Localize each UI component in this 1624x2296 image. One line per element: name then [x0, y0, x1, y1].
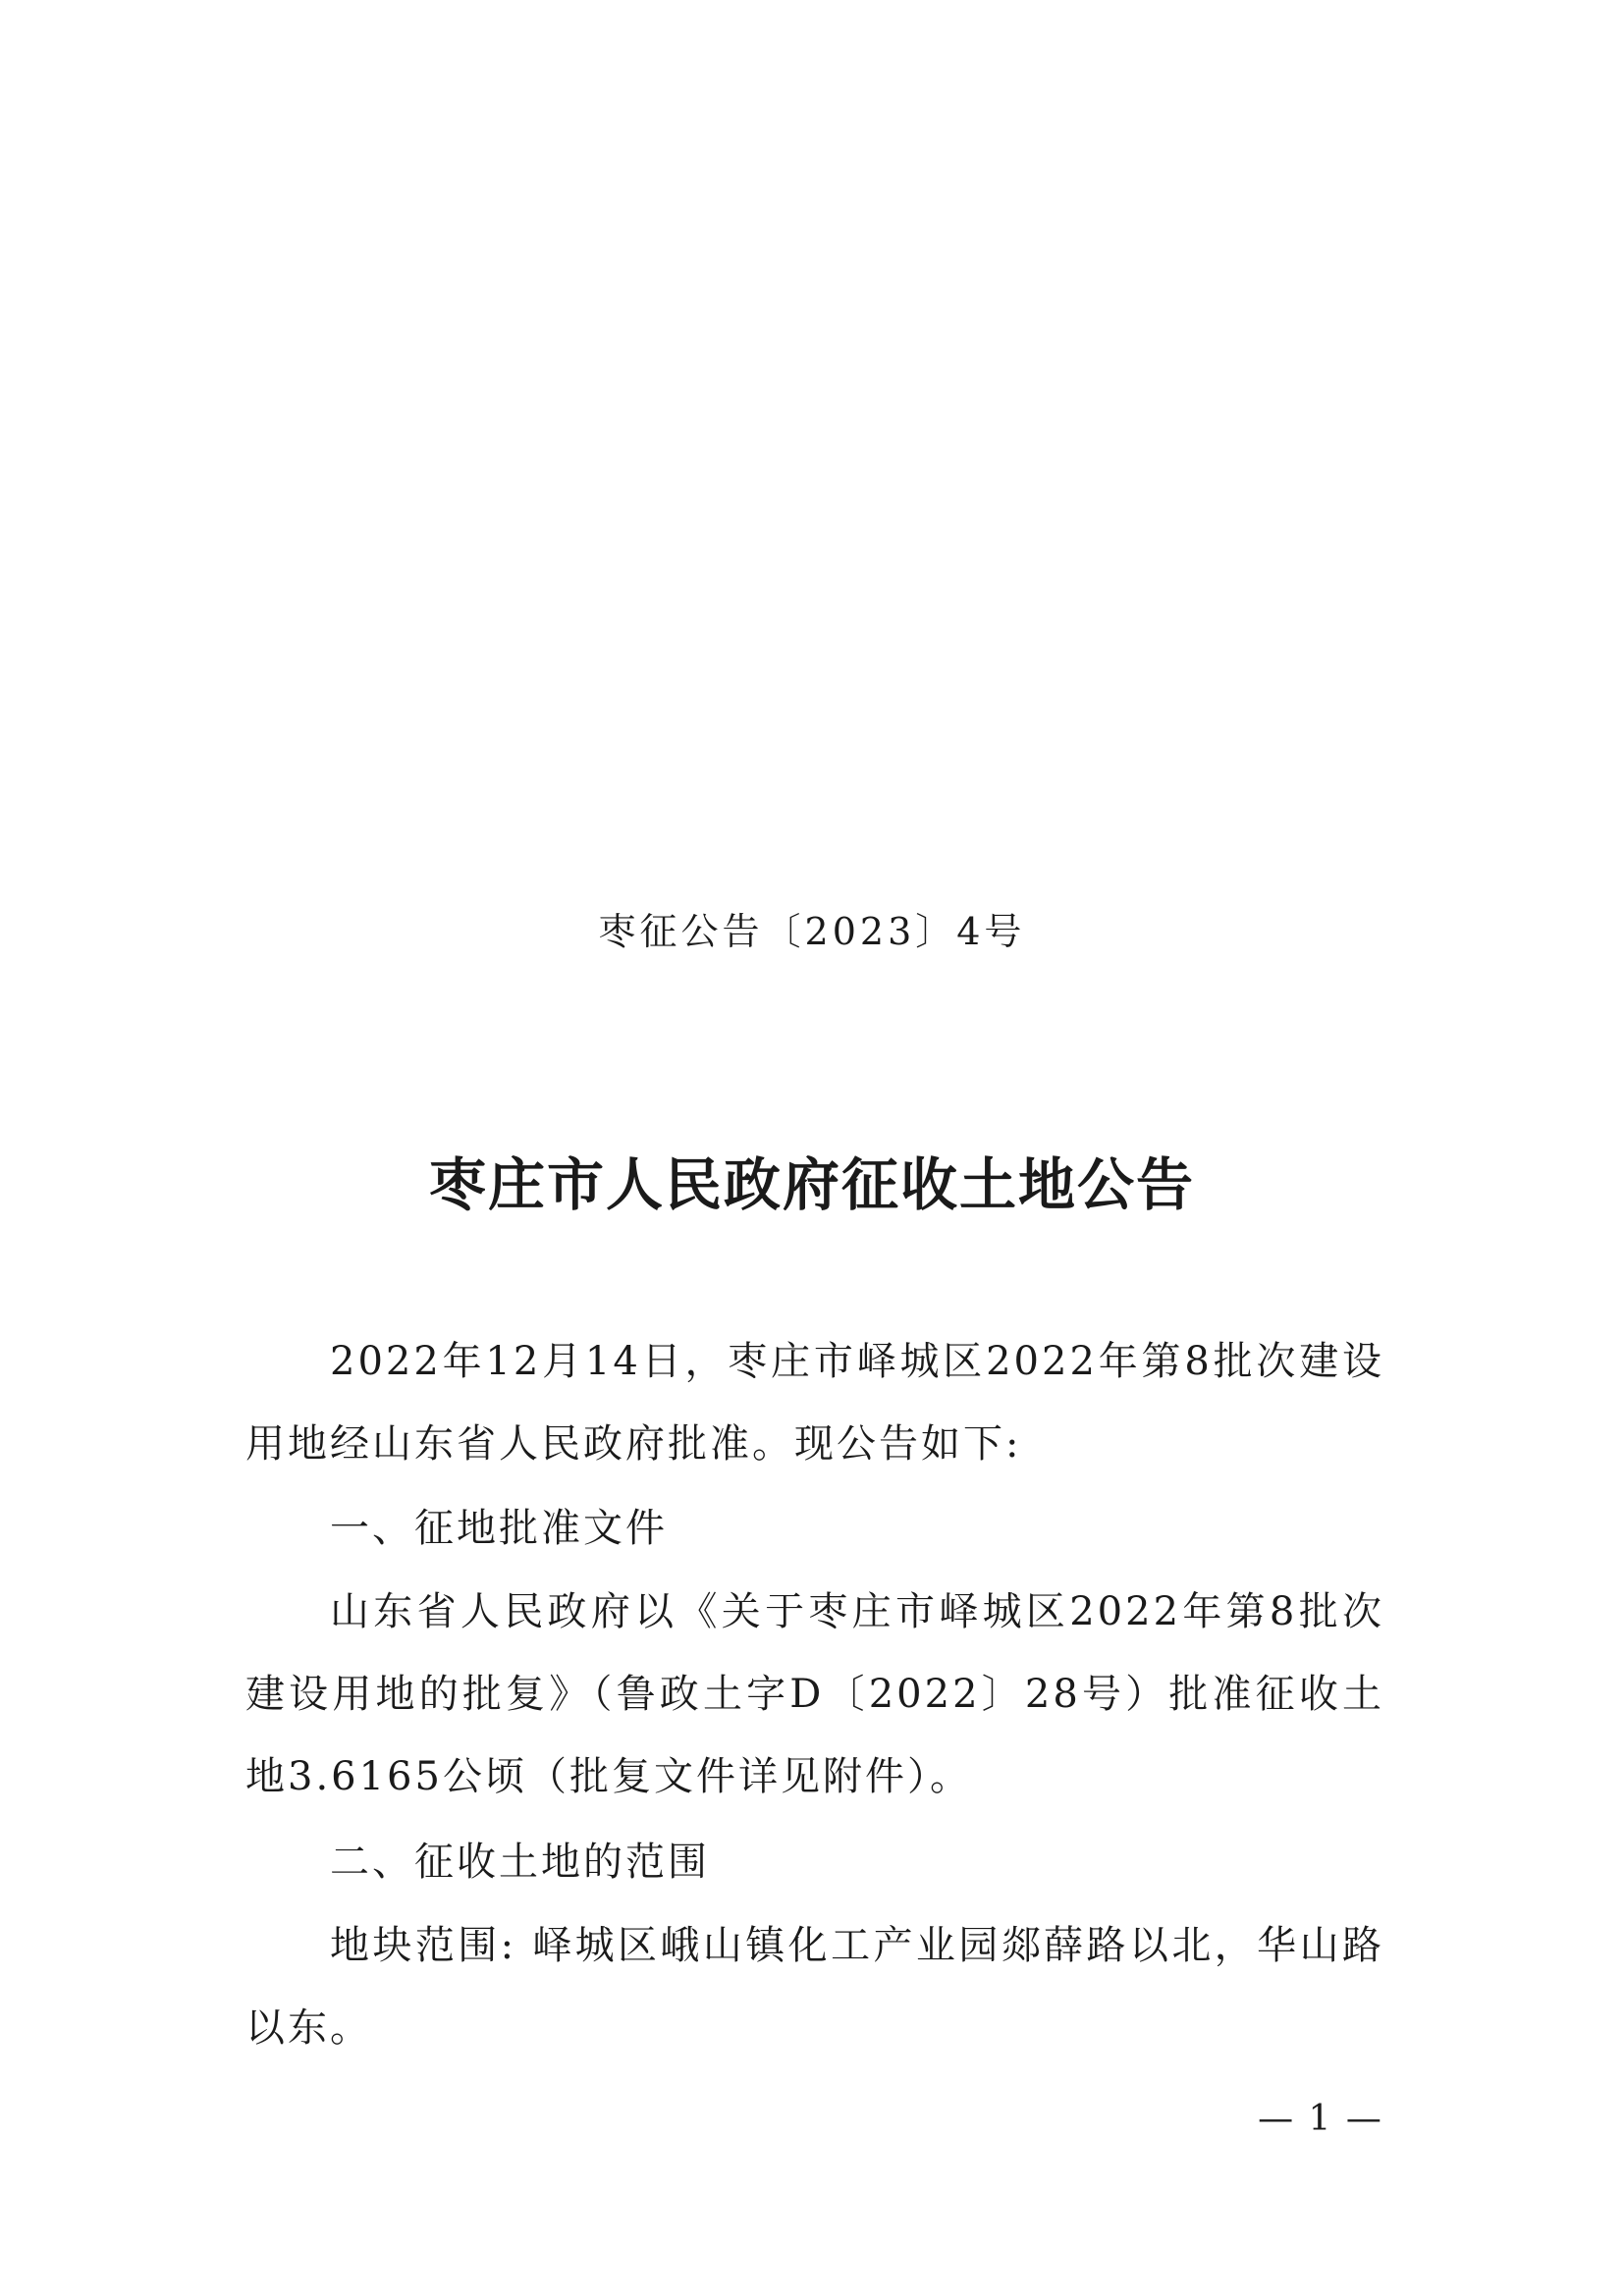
paragraph-text: 山东省人民政府以《关于枣庄市峄城区2022年第8批次建设用地的批复》（鲁政土字D〔2022〕28号）批准征收土地3.6165公顷（批复文件详见附件）。: [245, 1589, 1384, 1799]
section-heading: [245, 1821, 1384, 1903]
document-number: 枣征公告〔2023〕4号: [598, 910, 1026, 953]
section-heading-text: 二、征收土地的范围: [330, 1840, 710, 1885]
body-paragraph: [245, 1904, 1384, 2069]
document-title: 枣庄市人民政府征收土地公告: [428, 1151, 1195, 1218]
body-paragraph: [245, 1320, 1384, 1485]
paragraph-text: 2022年12月14日，枣庄市峄城区2022年第8批次建设用地经山东省人民政府批准。现公告如下:: [245, 1339, 1384, 1467]
paragraph-text: 地块范围: 峄城区峨山镇化工产业园郯薛路以北，华山路以东。: [245, 1923, 1384, 2051]
section-heading: [245, 1487, 1384, 1570]
page-number: — 1 —: [1258, 2099, 1383, 2139]
body-paragraph: [245, 1571, 1384, 1818]
section-heading-text: 一、征地批准文件: [330, 1506, 668, 1551]
